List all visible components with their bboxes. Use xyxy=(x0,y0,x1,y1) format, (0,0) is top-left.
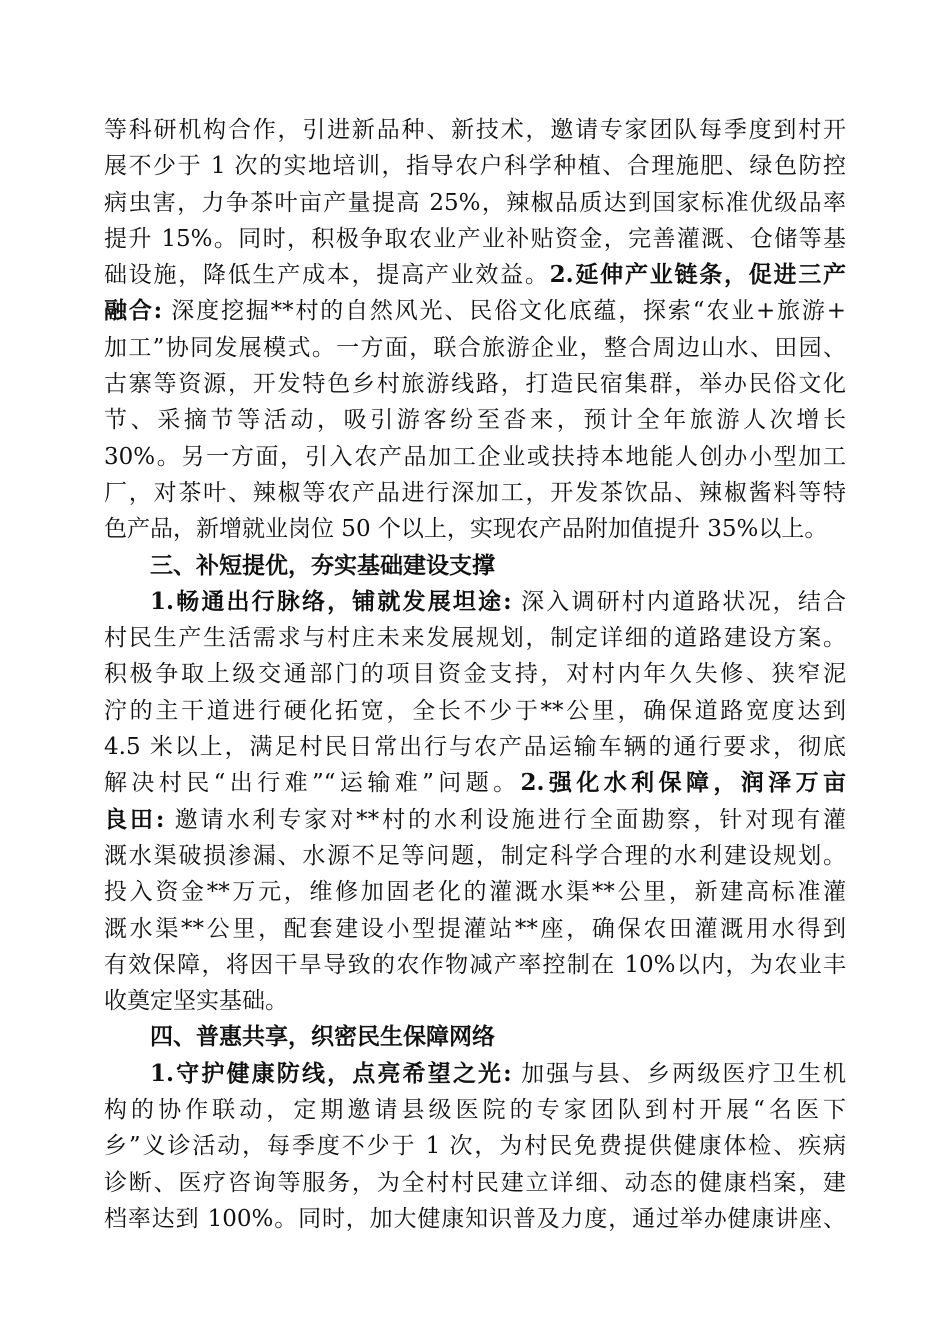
body-text-line xyxy=(104,838,846,874)
bold-text-run: 1.畅通出行脉络，铺就发展坦途: xyxy=(150,587,512,615)
body-text-line xyxy=(104,1056,846,1092)
body-text-line xyxy=(104,257,846,293)
body-text-line xyxy=(104,439,846,475)
text-run: 节、采摘节等活动，吸引游客纷至沓来，预计全年旅游人次增长 xyxy=(104,407,846,434)
bold-text-run: 融合: xyxy=(104,297,163,325)
bold-text-run: 三、补短提优，夯实基础建设支撑 xyxy=(150,551,495,579)
text-run: 4.5 米以上，满足村民日常出行与农产品运输车辆的通行要求，彻底 xyxy=(104,734,846,761)
bold-text-run: 四、普惠共享，织密民生保障网络 xyxy=(150,1023,495,1051)
text-run: 泞的主干道进行硬化拓宽，全长不少于**公里，确保道路宽度达到 xyxy=(104,697,846,724)
text-run: 有效保障，将因干旱导致的农作物减产率控制在 10%以内，为农业丰 xyxy=(104,951,846,978)
text-run: 古寨等资源，开发特色乡村旅游线路，打造民宿集群，举办民俗文化 xyxy=(104,371,846,398)
body-text-line xyxy=(104,983,846,1019)
text-run: 积极争取上级交通部门的项目资金支持，对村内年久失修、狭窄泥 xyxy=(104,661,846,688)
text-run: 色产品，新增就业岗位 50 个以上，实现农产品附加值提升 35%以上。 xyxy=(104,516,828,543)
body-text-line xyxy=(104,802,846,838)
body-text-line xyxy=(104,911,846,947)
text-run: 村民生产生活需求与村庄未来发展规划，制定详细的道路建设方案。 xyxy=(104,625,846,652)
bold-text-run: 2.延伸产业链条，促进三产 xyxy=(549,261,847,289)
bold-text-run: 良田: xyxy=(104,805,165,833)
text-run: 溉水渠**公里，配套建设小型提灌站**座，确保农田灌溉用水得到 xyxy=(104,915,846,942)
text-run: 解决村民“出行难”“运输难”问题。 xyxy=(104,770,521,797)
body-text-line xyxy=(104,1201,846,1237)
body-text-line xyxy=(104,693,846,729)
body-text-line xyxy=(104,330,846,366)
text-run: 提升 15%。同时，积极争取农业产业补贴资金，完善灌溉、仓储等基 xyxy=(104,225,846,252)
text-run: 30%。另一方面，引入农产品加工企业或扶持本地能人创办小型加工 xyxy=(104,443,846,470)
body-text-line xyxy=(104,511,846,547)
body-text-line xyxy=(104,656,846,692)
body-text-line xyxy=(104,1165,846,1201)
text-run: 诊断、医疗咨询等服务，为全村村民建立详细、动态的健康档案，建 xyxy=(104,1169,846,1196)
text-run: 深度挖掘**村的自然风光、民俗文化底蕴，探索“农业+旅游+ xyxy=(162,298,846,325)
text-run: 乡”义诊活动，每季度不少于 1 次，为村民免费提供健康体检、疾病 xyxy=(104,1133,846,1160)
body-text-line xyxy=(104,112,846,148)
body-text-line xyxy=(104,221,846,257)
text-run: 病虫害，力争茶叶亩产量提高 25%，辣椒品质达到国家标准优级品率 xyxy=(104,189,846,216)
text-run: 深入调研村内道路状况，结合 xyxy=(511,588,846,615)
body-text-line xyxy=(104,947,846,983)
text-run: 加强与县、乡两级医疗卫生机 xyxy=(511,1060,846,1087)
text-run: 厂，对茶叶、辣椒等农产品进行深加工，开发茶饮品、辣椒酱料等特 xyxy=(104,479,846,506)
body-text-line xyxy=(104,729,846,765)
body-text-line xyxy=(104,366,846,402)
body-text-line xyxy=(104,620,846,656)
text-run: 溉水渠破损渗漏、水源不足等问题，制定科学合理的水利建设规划。 xyxy=(104,842,846,869)
body-text-line xyxy=(104,1128,846,1164)
text-run: 档率达到 100%。同时，加大健康知识普及力度，通过举办健康讲座、 xyxy=(104,1205,846,1232)
text-run: 收奠定坚实基础。 xyxy=(104,988,288,1015)
body-text-line xyxy=(104,1092,846,1128)
body-text-line xyxy=(104,148,846,184)
section-heading xyxy=(104,548,846,584)
body-text-line xyxy=(104,584,846,620)
bold-text-run: 2.强化水利保障，润泽万亩 xyxy=(520,769,846,797)
body-text-line xyxy=(104,402,846,438)
body-text-line xyxy=(104,293,846,329)
bold-text-run: 1.守护健康防线，点亮希望之光: xyxy=(150,1059,512,1087)
text-run: 构的协作联动，定期邀请县级医院的专家团队到村开展“名医下 xyxy=(104,1097,846,1124)
section-heading xyxy=(104,1019,846,1055)
body-text-line xyxy=(104,874,846,910)
text-run: 邀请水利专家对**村的水利设施进行全面勘察，针对现有灌 xyxy=(164,806,847,833)
body-text-line xyxy=(104,185,846,221)
text-run: 展不少于 1 次的实地培训，指导农户科学种植、合理施肥、绿色防控 xyxy=(104,153,846,180)
text-run: 投入资金**万元，维修加固老化的灌溉水渠**公里，新建高标准灌 xyxy=(104,879,846,906)
body-text-line xyxy=(104,765,846,801)
body-text-line xyxy=(104,475,846,511)
text-run: 础设施，降低生产成本，提高产业效益。 xyxy=(104,262,550,289)
text-run: 等科研机构合作，引进新品种、新技术，邀请专家团队每季度到村开 xyxy=(104,117,846,143)
text-run: 加工”协同发展模式。一方面，联合旅游企业，整合周边山水、田园、 xyxy=(104,334,846,361)
